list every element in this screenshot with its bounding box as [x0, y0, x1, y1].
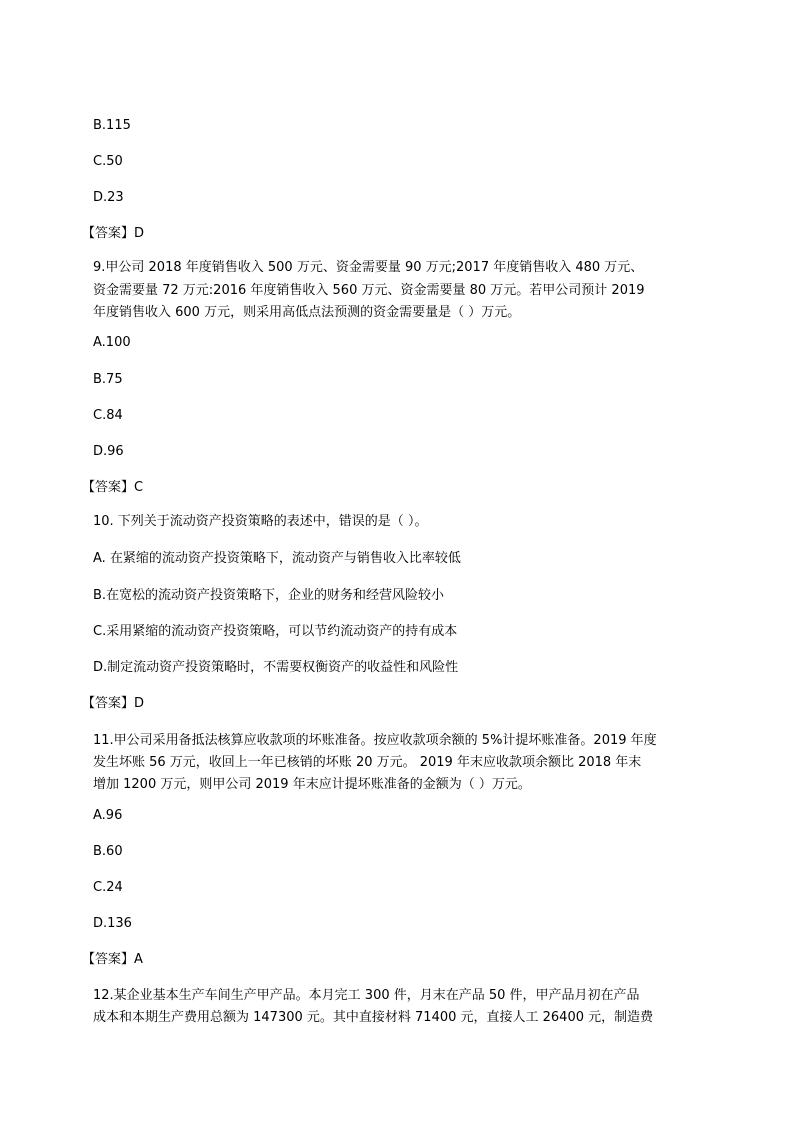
answer: 【答案】C	[82, 480, 144, 495]
option-c: C.50	[93, 154, 123, 169]
option-d: D.136	[93, 916, 132, 931]
option-b: B.60	[93, 844, 123, 859]
answer: 【答案】D	[82, 226, 145, 241]
option-c: C.24	[93, 880, 123, 895]
answer: 【答案】D	[82, 696, 145, 711]
option-d: D.96	[93, 444, 124, 459]
option-b: B.115	[93, 118, 131, 133]
option-c: C.采用紧缩的流动资产投资策略，可以节约流动资产的持有成本	[93, 624, 458, 639]
option-d: D.23	[93, 190, 124, 205]
question-11-line: 发生坏账 56 万元，收回上一年已核销的坏账 20 万元。 2019 年末应收款项余额比 2018 年末	[93, 755, 642, 770]
question-9-line: 9.甲公司 2018 年度销售收入 500 万元、资金需要量 90 万元;2017 年度销售收入 480 万元、	[93, 260, 644, 275]
question-11-line: 11.甲公司采用备抵法核算应收款项的坏账准备。按应收款项余额的 5%计提坏账准备。2019 年度	[93, 733, 657, 748]
option-d: D.制定流动资产投资策略时，不需要权衡资产的收益性和风险性	[93, 660, 459, 675]
question-10: 10. 下列关于流动资产投资策略的表述中，错误的是（ ）。	[93, 514, 428, 529]
question-9-line: 年度销售收入 600 万元，则采用高低点法预测的资金需要量是（ ）万元。	[93, 305, 521, 320]
question-12-line: 12.某企业基本生产车间生产甲产品。本月完工 300 件，月末在产品 50 件，甲产品月初在产品	[93, 988, 640, 1003]
option-a: A.100	[93, 335, 131, 350]
option-a: A.96	[93, 808, 123, 823]
question-12-line: 成本和本期生产费用总额为 147300 元。其中直接材料 71400 元，直接人工 26400 元，制造费	[93, 1010, 654, 1025]
answer: 【答案】A	[82, 952, 143, 967]
option-b: B.在宽松的流动资产投资策略下，企业的财务和经营风险较小	[93, 588, 445, 603]
question-9-line: 资金需要量 72 万元:2016 年度销售收入 560 万元、资金需要量 80 万元。若甲公司预计 2019	[93, 283, 645, 298]
option-c: C.84	[93, 408, 123, 423]
option-b: B.75	[93, 372, 123, 387]
option-a: A. 在紧缩的流动资产投资策略下，流动资产与销售收入比率较低	[93, 551, 461, 566]
question-11-line: 增加 1200 万元，则甲公司 2019 年末应计提坏账准备的金额为（ ）万元。	[93, 777, 531, 792]
